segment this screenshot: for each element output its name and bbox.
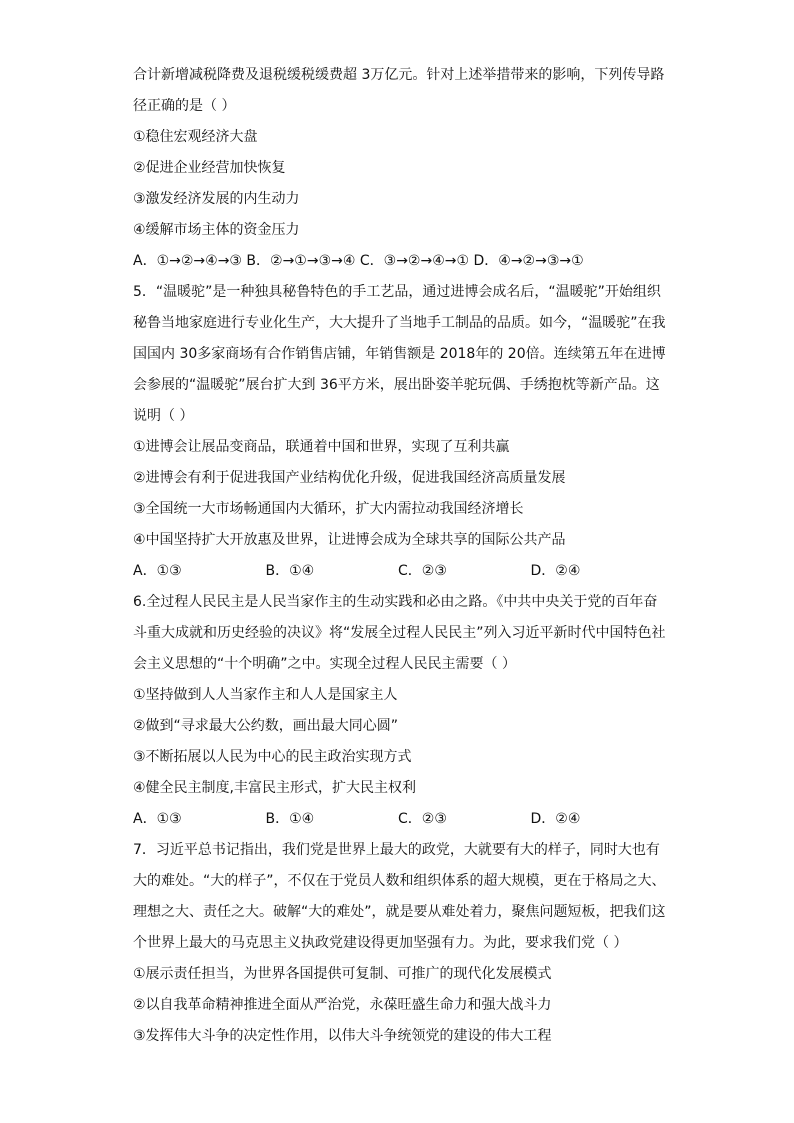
question-7-stem-line: 大的难处。“大的样子”，不仅在于党员人数和组织体系的超大规模，更在于格局之大、 xyxy=(133,873,666,889)
question-6-stem-line: 斗重大成就和历史经验的决议》将“发展全过程人民民主”列入习近平新时代中国特色社 xyxy=(133,625,666,641)
question-5-item-3: ③全国统一大市场畅通国内大循环，扩大内需拉动我国经济增长 xyxy=(133,501,524,517)
question-6-item-3: ③不断拓展以人民为中心的民主政治实现方式 xyxy=(133,749,412,765)
question-4-stem-line: 合计新增减税降费及退税缓税缓费超 3万亿元。针对上述举措带来的影响，下列传导路 xyxy=(133,67,665,83)
option-c: C．②③ xyxy=(398,563,447,579)
question-4-item-4: ④缓解市场主体的资金压力 xyxy=(133,222,300,238)
option-d: D．②④ xyxy=(530,563,581,579)
question-4-item-2: ②促进企业经营加快恢复 xyxy=(133,160,286,176)
option-a: A．①③ xyxy=(133,811,182,827)
option-b: B．①④ xyxy=(265,811,315,827)
question-6 xyxy=(133,587,666,835)
question-7-stem-line: 个世界上最大的马克思主义执政党建设得更加坚强有力。为此，要求我们党（ ） xyxy=(133,935,628,951)
question-5-stem-line: 说明（ ） xyxy=(133,408,194,424)
question-5-stem-line: 秘鲁当地家庭进行专业化生产，大大提升了当地手工制品的品质。如今，“温暖驼”在我 xyxy=(133,315,666,331)
question-6-stem-line: 6.全过程人民民主是人民当家作主的生动实践和必由之路。《中共中央关于党的百年奋 xyxy=(133,594,658,610)
question-5-options xyxy=(133,556,663,587)
question-6-options xyxy=(133,804,663,835)
question-7-stem-line: 7．习近平总书记指出，我们党是世界上最大的政党，大就要有大的样子，同时大也有 xyxy=(133,842,660,858)
question-7-item-1: ①展示责任担当，为世界各国提供可复制、可推广的现代化发展模式 xyxy=(133,966,552,982)
question-6-stem-line: 会主义思想的“十个明确”之中。实现全过程人民民主需要（ ） xyxy=(133,656,516,672)
question-5-item-4: ④中国坚持扩大开放惠及世界，让进博会成为全球共享的国际公共产品 xyxy=(133,532,566,548)
option-d: D．②④ xyxy=(530,811,581,827)
option-b: B．①④ xyxy=(265,563,315,579)
question-7-item-2: ②以自我革命精神推进全面从严治党，永葆旺盛生命力和强大战斗力 xyxy=(133,997,552,1013)
question-7-stem-line: 理想之大、责任之大。破解“大的难处”，就是要从难处着力，聚焦问题短板，把我们这 xyxy=(133,904,666,920)
question-7 xyxy=(133,835,666,1052)
question-6-item-2: ②做到“寻求最大公约数，画出最大同心圆” xyxy=(133,718,399,734)
exam-page xyxy=(133,60,666,1052)
question-4 xyxy=(133,60,663,277)
question-5-stem-line: 会参展的“温暖驼”展台扩大到 36平方米，展出卧姿羊驼玩偶、手绣抱枕等新产品。这 xyxy=(133,377,660,393)
option-c: C．②③ xyxy=(398,811,447,827)
question-5-stem-line: 国国内 30多家商场有合作销售店铺，年销售额是 2018年的 20倍。连续第五年在进博 xyxy=(133,346,666,362)
question-7-item-3: ③发挥伟大斗争的决定性作用，以伟大斗争统领党的建设的伟大工程 xyxy=(133,1028,552,1044)
question-5-stem-line: 5．“温暖驼”是一种独具秘鲁特色的手工艺品，通过进博会成名后，“温暖驼”开始组织 xyxy=(133,284,661,300)
question-4-options: A．①→②→④→③ B．②→①→③→④ C．③→②→④→① D．④→②→③→① xyxy=(133,253,584,269)
question-4-stem-line: 径正确的是（ ） xyxy=(133,98,236,114)
question-4-item-1: ①稳住宏观经济大盘 xyxy=(133,129,258,145)
question-6-item-4: ④健全民主制度,丰富民主形式，扩大民主权利 xyxy=(133,780,416,796)
question-5-item-2: ②进博会有利于促进我国产业结构优化升级，促进我国经济高质量发展 xyxy=(133,470,566,486)
question-5-item-1: ①进博会让展品变商品，联通着中国和世界，实现了互利共赢 xyxy=(133,439,510,455)
question-4-item-3: ③激发经济发展的内生动力 xyxy=(133,191,300,207)
question-5 xyxy=(133,277,666,587)
option-a: A．①③ xyxy=(133,563,182,579)
question-6-item-1: ①坚持做到人人当家作主和人人是国家主人 xyxy=(133,687,398,703)
